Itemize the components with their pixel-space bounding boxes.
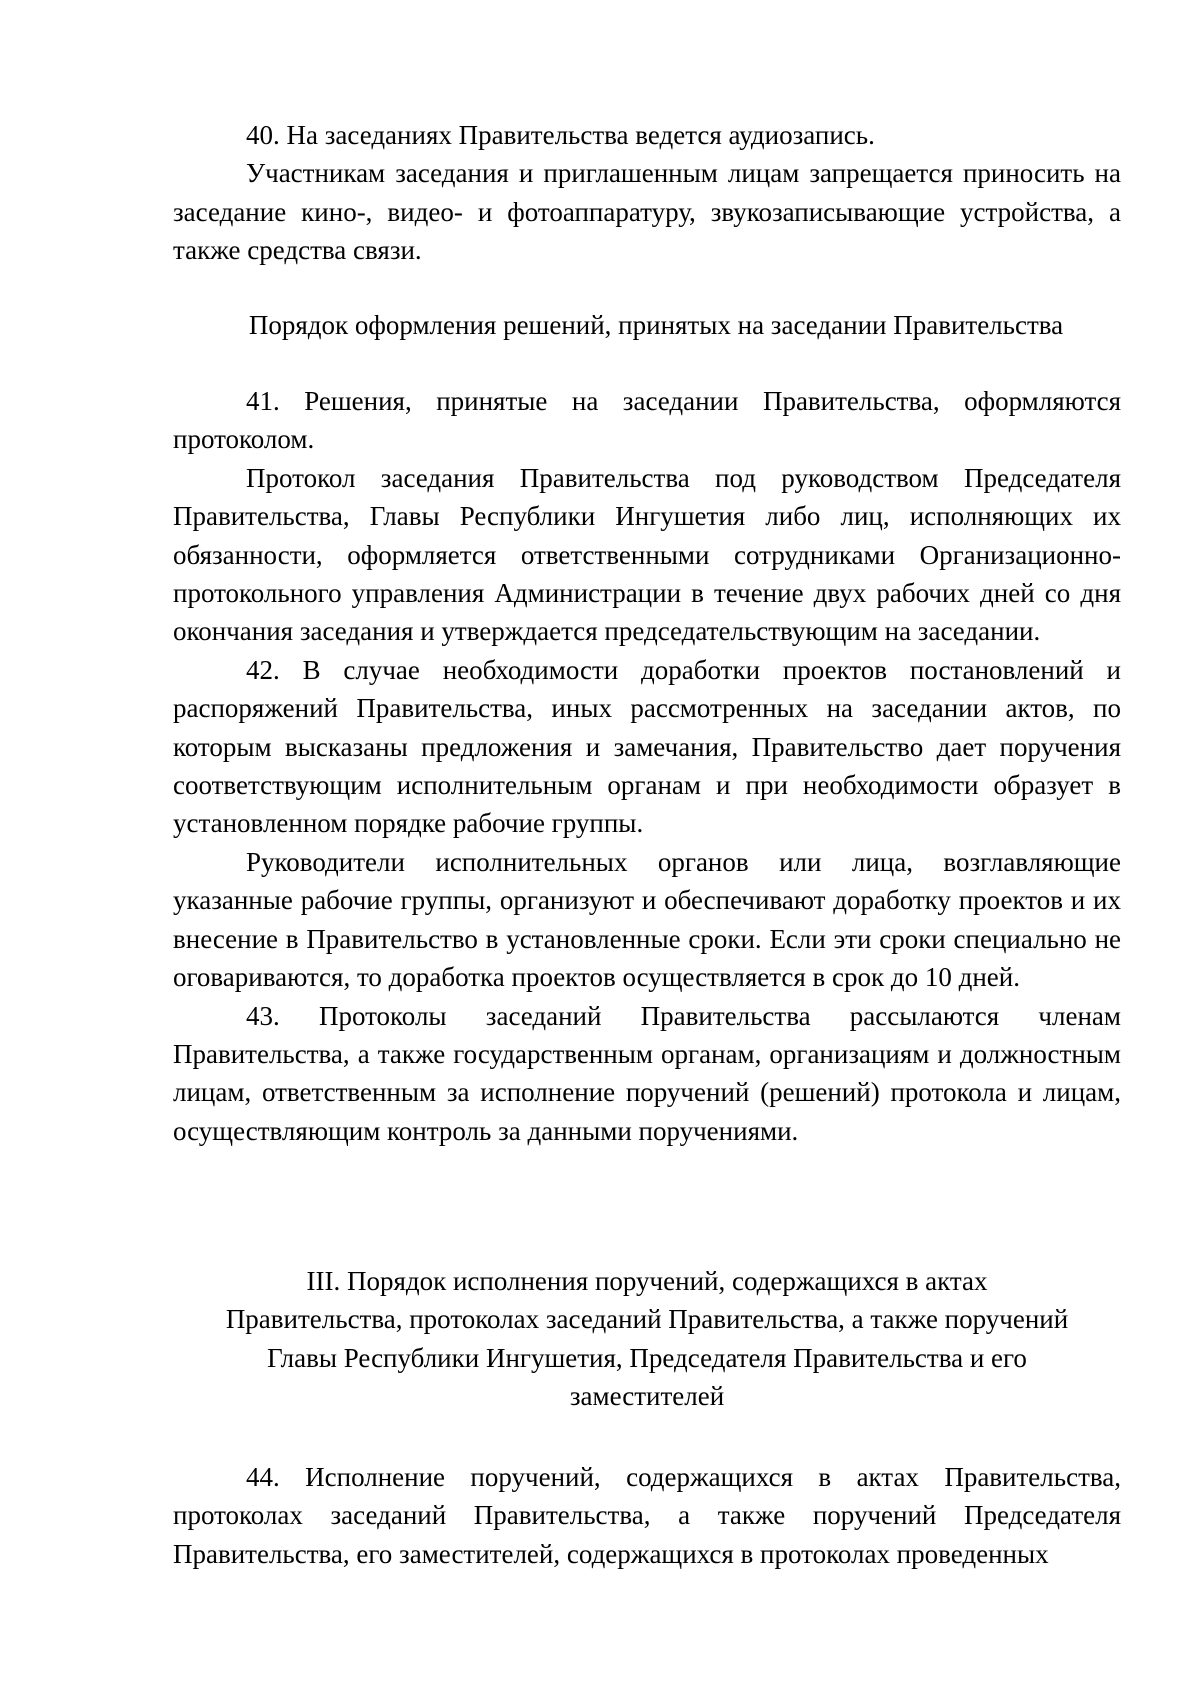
paragraph-43: 43. Протоколы заседаний Правительства рассылаются членам Правительства, а также государственным органам, организациям и должностным лицам, ответственным за исполнение поручений (решений) протокола и лицам, осуществляющим контроль за данными поручениями.: [173, 1000, 1121, 1146]
paragraph-44: 44. Исполнение поручений, содержащихся в актах Правительства, протоколах заседаний Правительства, а также поручений Председателя Правительства, его заместителей, содержащихся в протоколах проведенных: [173, 1462, 1121, 1569]
paragraph-41: 41. Решения, принятые на заседании Правительства, оформляются протоколом.: [173, 386, 1121, 455]
section-execution: [173, 1458, 1121, 1573]
heading-decision-order-block: [173, 306, 1121, 344]
paragraph-42-working-groups: Руководители исполнительных органов или лица, возглавляющие указанные рабочие группы, организуют и обеспечивают доработку проектов и их внесение в Правительство в установленные сроки. Если эти сроки специально не оговариваются, то доработка проектов осуществляется в срок до 10 дней.: [173, 846, 1121, 993]
paragraph-40-audio: 40. На заседаниях Правительства ведется аудиозапись.: [246, 120, 875, 150]
heading-section-3-line-2: Правительства, протоколах заседаний Правительства, а также поручений: [225, 1304, 1069, 1335]
heading-section-3-line-4: заместителей: [569, 1381, 725, 1412]
section-decisions: [173, 382, 1121, 1150]
section-meeting-recording: [173, 116, 1121, 270]
heading-section-3-line-1: III. Порядок исполнения поручений, содержащихся в актах: [306, 1266, 988, 1296]
heading-section-3-block: [173, 1262, 1121, 1416]
paragraph-42: 42. В случае необходимости доработки проектов постановлений и распоряжений Правительства, иных рассмотренных на заседании актов, по которым высказаны предложения и замечания, Правительство дает поручения соответствующим исполнительным органам и при необходимости образует в установленном порядке рабочие группы.: [173, 654, 1121, 839]
paragraph-41-protocol: Протокол заседания Правительства под руководством Председателя Правительства, Главы Республики Ингушетия либо лиц, исполняющих их обязанности, оформляется ответственными сотрудниками Организационно-протокольного управления Администрации в течение двух рабочих дней со дня окончания заседания и утверждается председательствующим на заседании.: [173, 462, 1121, 647]
heading-decision-order: Порядок оформления решений, принятых на заседании Правительства: [248, 310, 1064, 340]
heading-section-3-line-3: Главы Республики Ингушетия, Председателя Правительства и его: [267, 1342, 1027, 1373]
paragraph-40-prohibition: Участникам заседания и приглашенным лицам запрещается приносить на заседание кино-, видео- и фотоаппаратуру, звукозаписывающие устройства, а также средства связи.: [173, 158, 1121, 266]
